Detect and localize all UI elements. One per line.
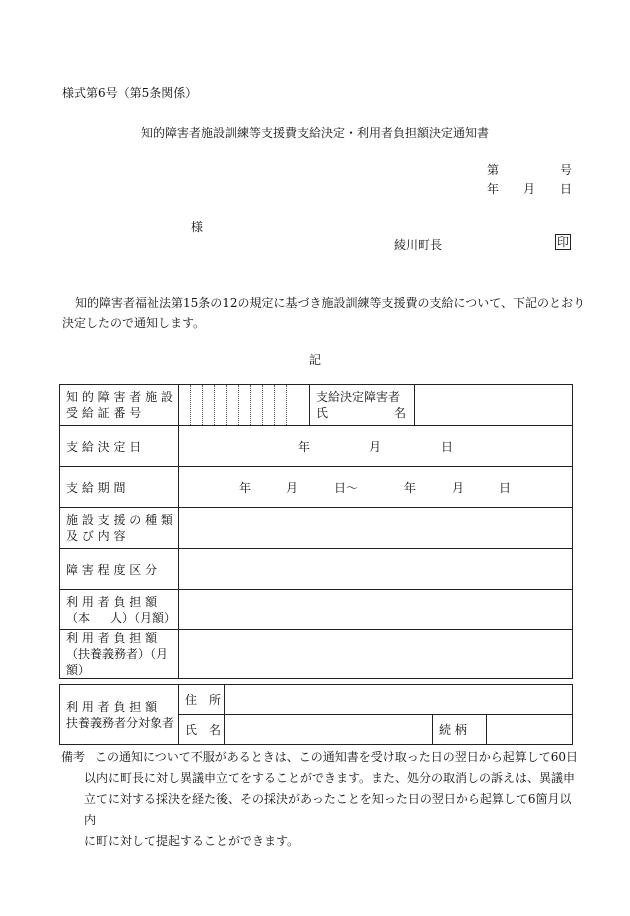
decision-date-label: 支 給 決 定 日 bbox=[60, 426, 179, 467]
cert-number-label: 知 的 障 害 者 施 設 受 給 証 番 号 bbox=[60, 385, 179, 426]
period-month-start: 月 bbox=[286, 481, 299, 495]
remarks-label: 備考 bbox=[61, 750, 86, 764]
ki-label: 記 bbox=[308, 353, 321, 367]
decision-day: 日 bbox=[441, 440, 454, 454]
addressee-suffix: 様 bbox=[191, 220, 204, 234]
name-label: 氏 名 bbox=[179, 715, 225, 745]
remarks-line-2: 以内に町長に対し異議申立てをすることができます。また、処分の取消しの訴えは、異議申 bbox=[84, 771, 576, 785]
name-field[interactable] bbox=[225, 715, 433, 745]
decision-table bbox=[59, 384, 573, 679]
period-year-end: 年 bbox=[404, 481, 417, 495]
guardian-burden-label: 利 用 者 負 担 額 （扶養義務者）（月額） bbox=[60, 630, 179, 679]
support-type-field[interactable] bbox=[179, 508, 573, 549]
form-number: 様式第6号（第5条関係） bbox=[62, 86, 198, 100]
doc-number-suffix: 号 bbox=[560, 163, 573, 177]
remarks-line-1: この通知について不服があるときは、この通知書を受け取った日の翌日から起算して60日 bbox=[95, 750, 579, 764]
disability-level-field[interactable] bbox=[179, 549, 573, 590]
body-text-line-2: 決定したので通知します。 bbox=[62, 316, 206, 330]
relation-label: 続 柄 bbox=[433, 715, 487, 745]
address-label: 住 所 bbox=[179, 685, 225, 715]
remarks-line-4: に町に対して提起することができます。 bbox=[84, 834, 300, 848]
address-field[interactable] bbox=[225, 685, 573, 715]
relation-field[interactable] bbox=[487, 715, 573, 745]
guardian-target-table bbox=[59, 684, 573, 745]
period-field[interactable] bbox=[179, 467, 573, 508]
cert-number-field[interactable] bbox=[179, 385, 310, 426]
support-type-label: 施 設 支 援 の 種 類 及 び 内 容 bbox=[60, 508, 179, 549]
decision-date-field[interactable] bbox=[179, 426, 573, 467]
guardian-target-label: 利 用 者 負 担 額 扶養義務者分対象者 bbox=[60, 685, 179, 745]
period-label: 支 給 期 間 bbox=[60, 467, 179, 508]
date-day: 日 bbox=[560, 182, 573, 196]
self-burden-label: 利 用 者 負 担 額 （本 人）（月額） bbox=[60, 590, 179, 630]
decision-year: 年 bbox=[298, 440, 311, 454]
document-title: 知的障害者施設訓練等支援費支給決定・利用者負担額決定通知書 bbox=[140, 126, 489, 140]
disability-level-label: 障 害 程 度 区 分 bbox=[60, 549, 179, 590]
recipient-name-field[interactable] bbox=[415, 385, 573, 426]
period-month-end: 月 bbox=[452, 481, 465, 495]
date-year: 年 bbox=[487, 182, 500, 196]
remarks-line-3: 立てに対する採決を経た後、その採決があったことを知った日の翌日から起算して6箇月以内 bbox=[84, 792, 572, 827]
seal-mark: 印 bbox=[557, 235, 570, 249]
period-day-end: 日 bbox=[499, 481, 512, 495]
body-text-line-1: 知的障害者福祉法第15条の12の規定に基づき施設訓練等支援費の支給について、下記のとおり bbox=[75, 296, 586, 310]
recipient-label: 支給決定障害者 氏 名 bbox=[310, 385, 415, 426]
period-day-start: 日～ bbox=[334, 481, 359, 495]
issuer-name: 綾川町長 bbox=[394, 238, 443, 252]
guardian-burden-field[interactable] bbox=[179, 630, 573, 679]
doc-number-prefix: 第 bbox=[487, 163, 500, 177]
period-year-start: 年 bbox=[239, 481, 252, 495]
date-month: 月 bbox=[523, 182, 536, 196]
self-burden-field[interactable] bbox=[179, 590, 573, 630]
remarks bbox=[61, 747, 581, 852]
decision-month: 月 bbox=[369, 440, 382, 454]
